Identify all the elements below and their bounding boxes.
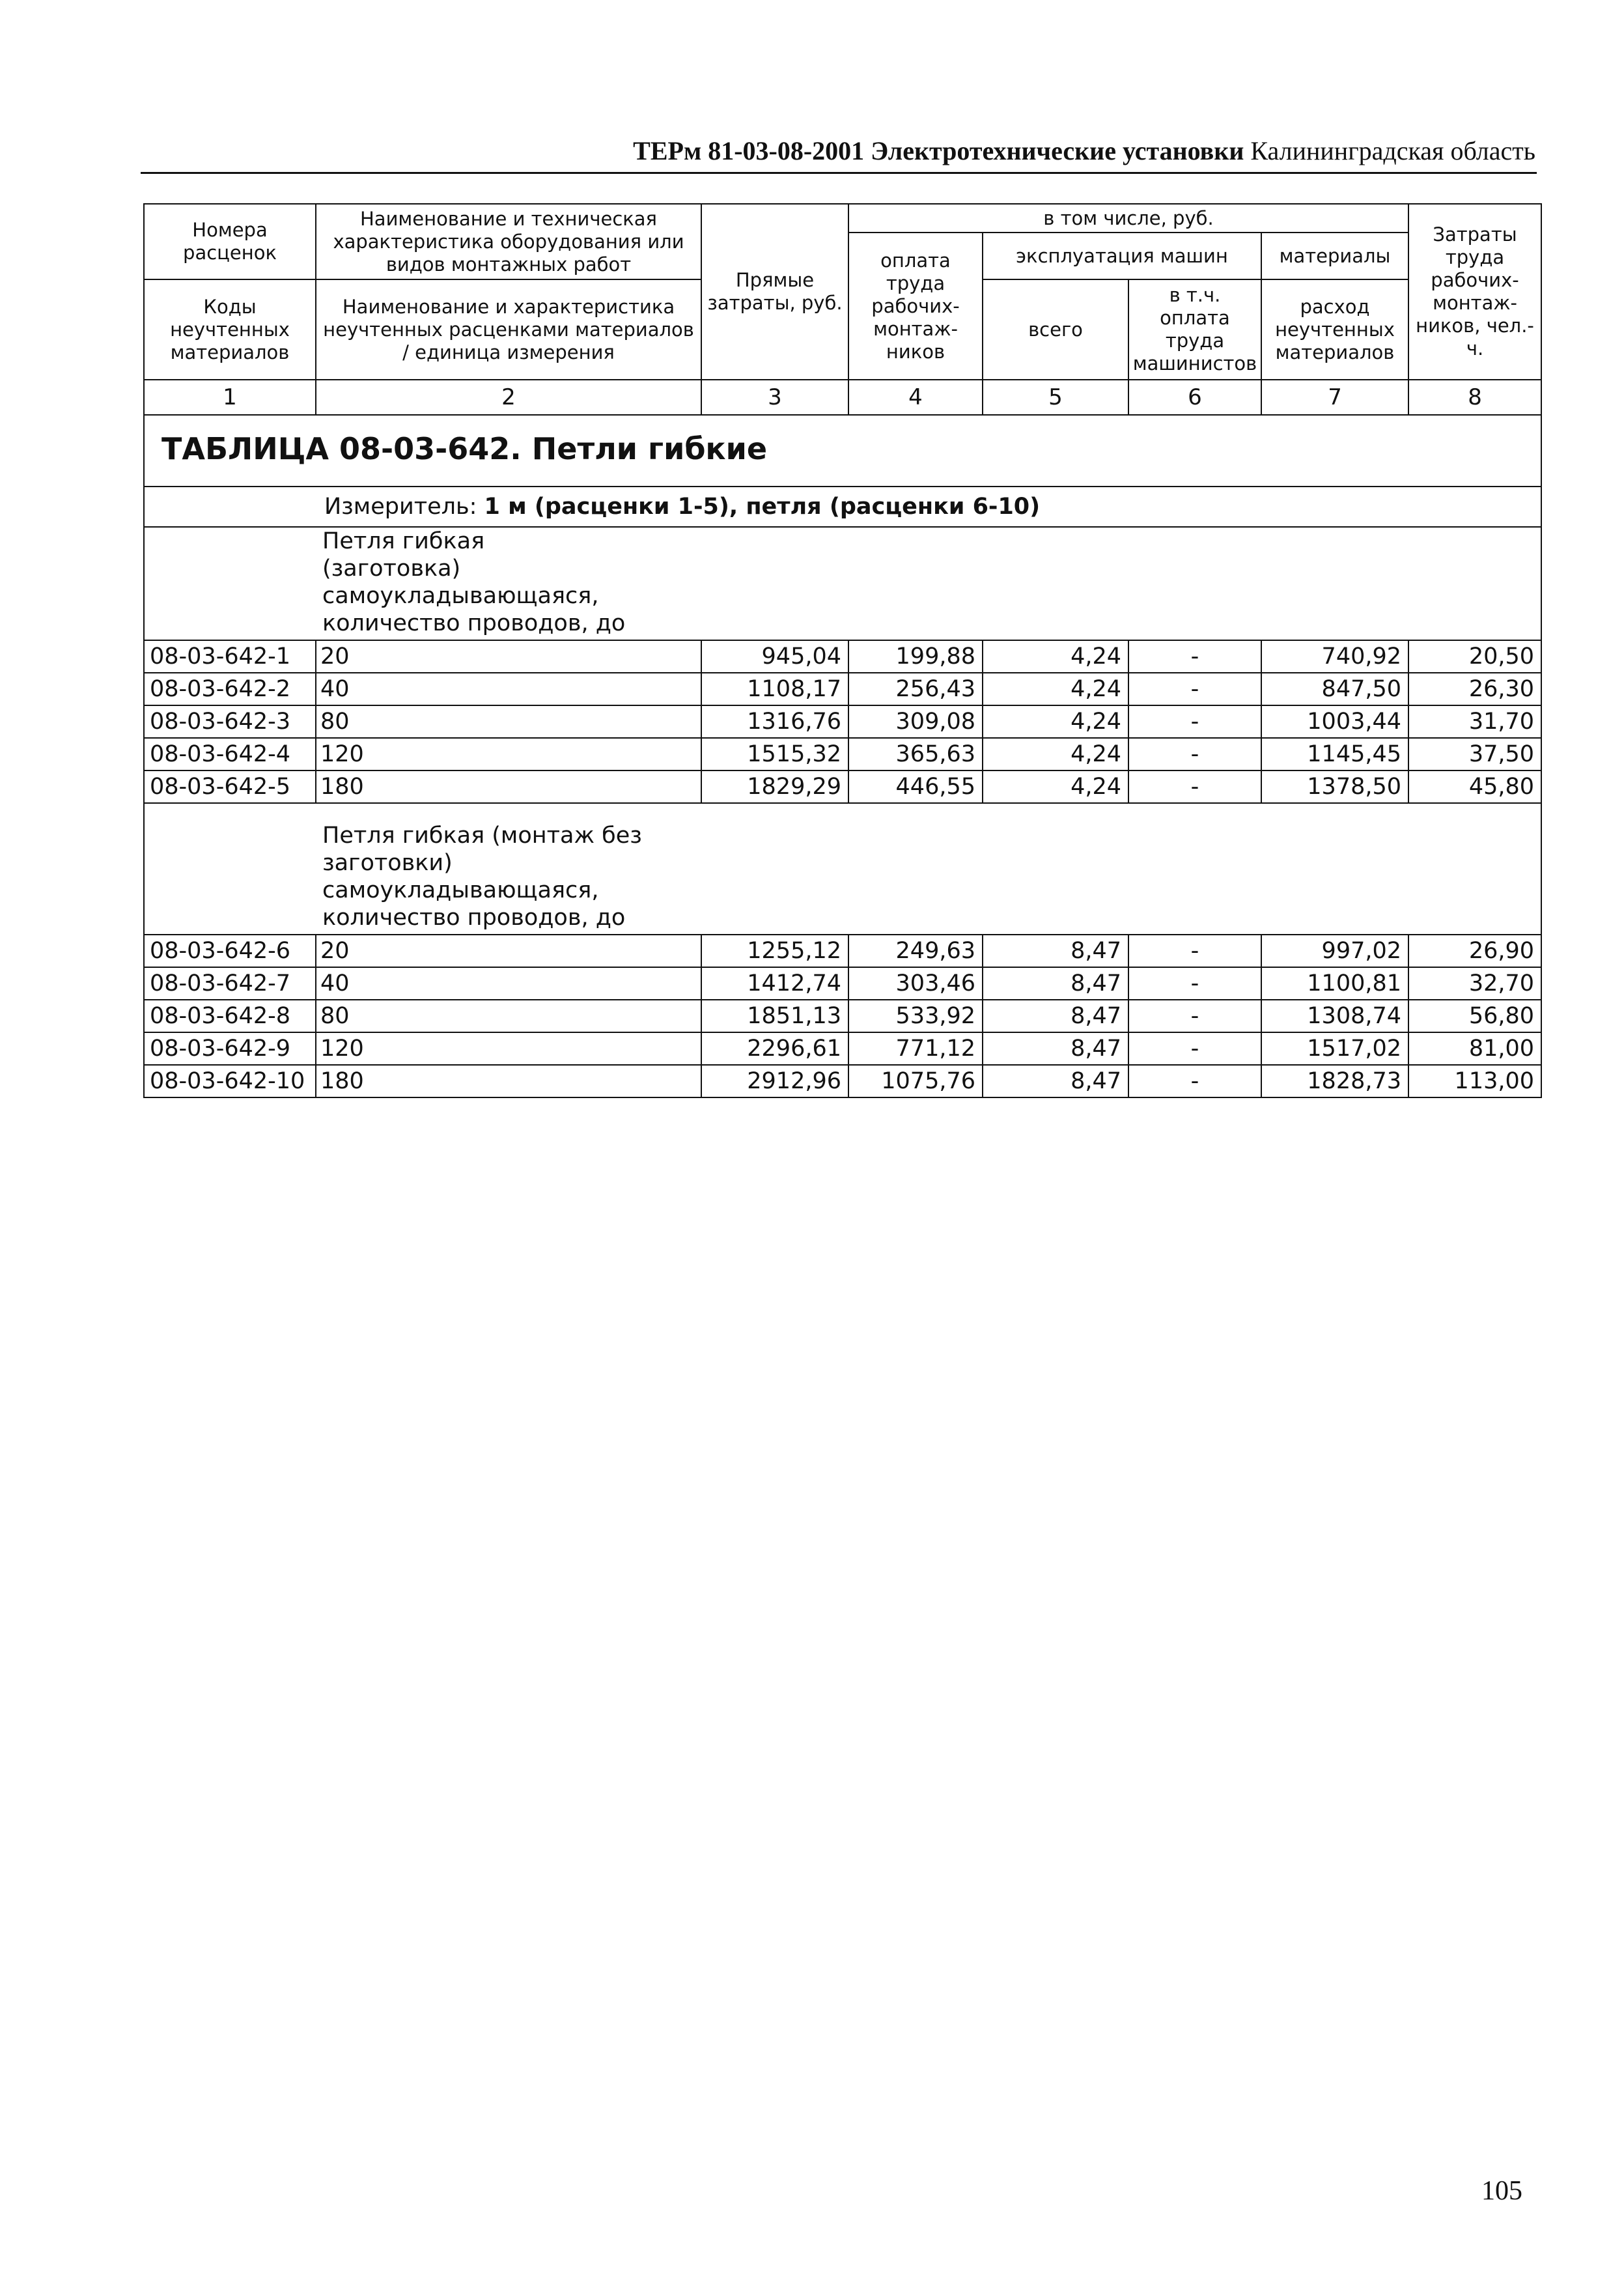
labor-hours-value: 45,80 <box>1408 770 1541 803</box>
direct-costs-value: 1255,12 <box>701 935 848 967</box>
rate-code: 08-03-642-6 <box>144 935 316 967</box>
group-header-row <box>144 527 1541 640</box>
materials-value: 997,02 <box>1261 935 1408 967</box>
header-name-tech: Наименование и техническая характеристика оборудования или видов монтажных работ <box>316 204 701 279</box>
page-number: 105 <box>1481 2176 1522 2206</box>
header-direct-costs: Прямые затраты, руб. <box>701 204 848 380</box>
running-head-bold: ТЕРм 81-03-08-2001 Электротехнические установки <box>633 136 1244 165</box>
wire-count: 180 <box>316 770 701 803</box>
labor-hours-value: 113,00 <box>1408 1065 1541 1097</box>
materials-value: 1308,74 <box>1261 1000 1408 1032</box>
operator-pay-value: - <box>1128 673 1261 705</box>
direct-costs-value: 1829,29 <box>701 770 848 803</box>
header-including: в том числе, руб. <box>848 204 1408 233</box>
table-row <box>144 640 1541 673</box>
rate-code: 08-03-642-8 <box>144 1000 316 1032</box>
labor-hours-value: 26,90 <box>1408 935 1541 967</box>
column-number: 4 <box>848 380 983 415</box>
operator-pay-value: - <box>1128 640 1261 673</box>
table-row <box>144 1000 1541 1032</box>
labor-pay-value: 303,46 <box>848 967 983 1000</box>
materials-value: 1517,02 <box>1261 1032 1408 1065</box>
measure-value: 1 м (расценки 1-5), петля (расценки 6-10) <box>484 494 1041 520</box>
operator-pay-value: - <box>1128 1032 1261 1065</box>
wire-count: 80 <box>316 1000 701 1032</box>
direct-costs-value: 1851,13 <box>701 1000 848 1032</box>
machines-value: 8,47 <box>983 1032 1128 1065</box>
operator-pay-value: - <box>1128 935 1261 967</box>
direct-costs-value: 945,04 <box>701 640 848 673</box>
materials-value: 1828,73 <box>1261 1065 1408 1097</box>
direct-costs-value: 2296,61 <box>701 1032 848 1065</box>
table-row <box>144 673 1541 705</box>
header-name-materials: Наименование и характеристика неучтенных расценками материалов / единица измерения <box>316 279 701 380</box>
labor-pay-value: 199,88 <box>848 640 983 673</box>
running-head-rule <box>141 172 1537 174</box>
rate-code: 08-03-642-5 <box>144 770 316 803</box>
labor-pay-value: 771,12 <box>848 1032 983 1065</box>
header-machine-ops: эксплуатация машин <box>983 233 1261 279</box>
labor-hours-value: 56,80 <box>1408 1000 1541 1032</box>
rate-code: 08-03-642-7 <box>144 967 316 1000</box>
group-title: Петля гибкая (заготовка) самоукладывающаяся, количество проводов, до <box>322 528 626 636</box>
table-row <box>144 1032 1541 1065</box>
machines-value: 8,47 <box>983 1000 1128 1032</box>
labor-hours-value: 31,70 <box>1408 705 1541 738</box>
table-row <box>144 770 1541 803</box>
column-number: 1 <box>144 380 316 415</box>
header-codes: Коды неучтенных материалов <box>144 279 316 380</box>
wire-count: 120 <box>316 1032 701 1065</box>
header-machines-total: всего <box>983 279 1128 380</box>
wire-count: 20 <box>316 935 701 967</box>
wire-count: 120 <box>316 738 701 770</box>
measure-label: Измеритель: <box>324 494 477 520</box>
machines-value: 4,24 <box>983 640 1128 673</box>
column-number: 8 <box>1408 380 1541 415</box>
header-unaccounted-materials: расход неучтенных материалов <box>1261 279 1408 380</box>
operator-pay-value: - <box>1128 770 1261 803</box>
operator-pay-value: - <box>1128 738 1261 770</box>
operator-pay-value: - <box>1128 1065 1261 1097</box>
labor-pay-value: 249,63 <box>848 935 983 967</box>
direct-costs-value: 1108,17 <box>701 673 848 705</box>
labor-pay-value: 365,63 <box>848 738 983 770</box>
labor-pay-value: 309,08 <box>848 705 983 738</box>
rate-code: 08-03-642-10 <box>144 1065 316 1097</box>
rates-table <box>143 203 1542 1098</box>
materials-value: 740,92 <box>1261 640 1408 673</box>
labor-hours-value: 26,30 <box>1408 673 1541 705</box>
column-number: 7 <box>1261 380 1408 415</box>
rate-code: 08-03-642-3 <box>144 705 316 738</box>
operator-pay-value: - <box>1128 705 1261 738</box>
labor-hours-value: 37,50 <box>1408 738 1541 770</box>
wire-count: 80 <box>316 705 701 738</box>
table-row <box>144 935 1541 967</box>
machines-value: 4,24 <box>983 770 1128 803</box>
direct-costs-value: 1412,74 <box>701 967 848 1000</box>
rate-code: 08-03-642-9 <box>144 1032 316 1065</box>
header-materials: материалы <box>1261 233 1408 279</box>
table-title: ТАБЛИЦА 08-03-642. Петли гибкие <box>161 431 768 466</box>
materials-value: 1145,45 <box>1261 738 1408 770</box>
header-labor-costs: Затраты труда рабочих-монтаж-ников, чел.-ч. <box>1408 204 1541 380</box>
machines-value: 4,24 <box>983 673 1128 705</box>
wire-count: 40 <box>316 967 701 1000</box>
table-row <box>144 738 1541 770</box>
machines-value: 8,47 <box>983 1065 1128 1097</box>
column-number: 3 <box>701 380 848 415</box>
materials-value: 1003,44 <box>1261 705 1408 738</box>
machines-value: 4,24 <box>983 738 1128 770</box>
direct-costs-value: 1316,76 <box>701 705 848 738</box>
labor-hours-value: 20,50 <box>1408 640 1541 673</box>
labor-hours-value: 32,70 <box>1408 967 1541 1000</box>
machines-value: 8,47 <box>983 935 1128 967</box>
materials-value: 847,50 <box>1261 673 1408 705</box>
column-number: 2 <box>316 380 701 415</box>
rate-code: 08-03-642-1 <box>144 640 316 673</box>
machines-value: 4,24 <box>983 705 1128 738</box>
table-row <box>144 705 1541 738</box>
header-rate-numbers: Номера расценок <box>144 204 316 279</box>
header-operator-pay: в т.ч. оплата труда машинистов <box>1128 279 1261 380</box>
column-number: 6 <box>1128 380 1261 415</box>
table-row <box>144 967 1541 1000</box>
labor-pay-value: 256,43 <box>848 673 983 705</box>
materials-value: 1378,50 <box>1261 770 1408 803</box>
wire-count: 20 <box>316 640 701 673</box>
wire-count: 180 <box>316 1065 701 1097</box>
wire-count: 40 <box>316 673 701 705</box>
table-row <box>144 1065 1541 1097</box>
column-number: 5 <box>983 380 1128 415</box>
labor-pay-value: 446,55 <box>848 770 983 803</box>
rate-code: 08-03-642-2 <box>144 673 316 705</box>
running-head-region: Калининградская область <box>1250 136 1535 165</box>
operator-pay-value: - <box>1128 967 1261 1000</box>
direct-costs-value: 2912,96 <box>701 1065 848 1097</box>
running-head <box>141 135 1535 167</box>
labor-pay-value: 1075,76 <box>848 1065 983 1097</box>
rate-code: 08-03-642-4 <box>144 738 316 770</box>
machines-value: 8,47 <box>983 967 1128 1000</box>
header-labor-pay: оплата труда рабочих-монтаж-ников <box>848 233 983 380</box>
labor-pay-value: 533,92 <box>848 1000 983 1032</box>
labor-hours-value: 81,00 <box>1408 1032 1541 1065</box>
direct-costs-value: 1515,32 <box>701 738 848 770</box>
group-title: Петля гибкая (монтаж без заготовки) самоукладывающаяся, количество проводов, до <box>322 823 642 931</box>
operator-pay-value: - <box>1128 1000 1261 1032</box>
group-header-row <box>144 803 1541 935</box>
measure-line <box>151 494 1534 520</box>
materials-value: 1100,81 <box>1261 967 1408 1000</box>
